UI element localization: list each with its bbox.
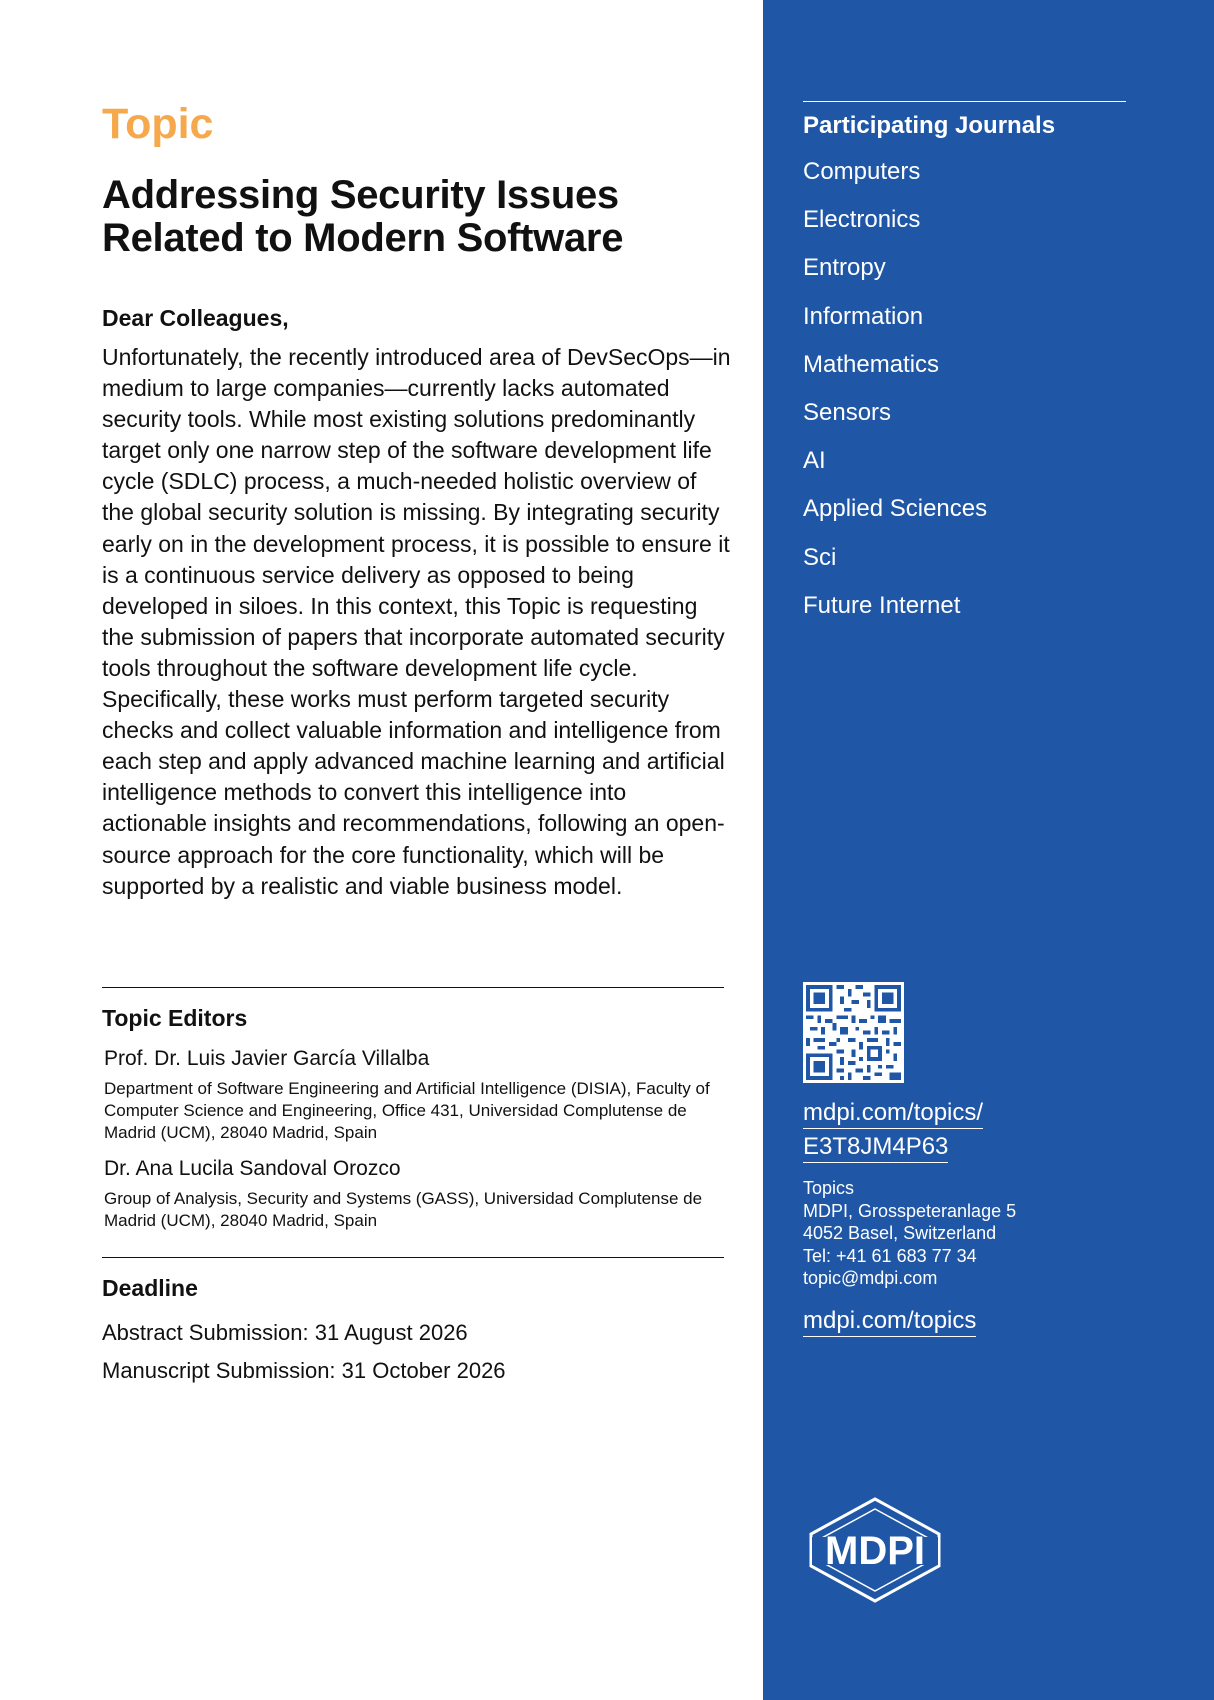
journal-item-future-internet[interactable]: Future Internet: [803, 591, 961, 619]
journal-item-information[interactable]: Information: [803, 302, 924, 330]
divider-editors: [102, 987, 724, 988]
editor-name: Dr. Ana Lucila Sandoval Orozco: [104, 1157, 401, 1180]
letter-body: Unfortunately, the recently introduced area of DevSecOps—in medium to large companies—currently lacks automated security tools. While most existing solutions predominantly target only one narrow step of the software development life cycle (SDLC) process, a much-needed holistic overview of the global security solution is missing. By integrating security early on in the development process, it is possible to ensure it is a continuous service delivery as opposed to being developed in siloes. In this context, this Topic is requesting the submission of papers that incorporate automated security tools throughout the software development life cycle. Specifically, these works must perform targeted security checks and collect valuable information and intelligence from each step and apply advanced machine learning and artificial intelligence methods to convert this intelligence into actionable insights and recommendations, following an open-source approach for the core functionality, which will be supported by a realistic and viable business model.: [102, 344, 731, 899]
editor-affiliation: Group of Analysis, Security and Systems (GASS), Universidad Complutense de Madrid (UCM), 28040 Madrid, Spain: [104, 1189, 703, 1230]
editor-name: Prof. Dr. Luis Javier García Villalba: [104, 1047, 430, 1070]
editors-heading: Topic Editors: [102, 1005, 248, 1031]
manuscript-deadline: Manuscript Submission: 31 October 2026: [102, 1358, 506, 1383]
journal-item-sensors[interactable]: Sensors: [803, 398, 892, 426]
topic-url-line-2[interactable]: E3T8JM4P63: [803, 1131, 948, 1163]
journals-heading: Participating Journals: [803, 112, 1056, 139]
journal-item-computers[interactable]: Computers: [803, 158, 921, 185]
qr-code-icon: [803, 982, 904, 1083]
contact-address: [803, 1177, 1016, 1290]
topic-page-link[interactable]: [803, 1097, 983, 1165]
mdpi-logo-icon: [800, 1495, 950, 1605]
deadline-heading: Deadline: [102, 1275, 198, 1301]
topics-link[interactable]: mdpi.com/topics: [803, 1306, 976, 1337]
letter-greeting: Dear Colleagues,: [102, 305, 289, 331]
address-line: Topics: [803, 1178, 855, 1198]
topic-url-line-1[interactable]: mdpi.com/topics/: [803, 1097, 983, 1129]
address-line: 4052 Basel, Switzerland: [803, 1223, 997, 1243]
journal-item-entropy[interactable]: Entropy: [803, 254, 886, 282]
sidebar: [763, 0, 1214, 1700]
journal-item-ai[interactable]: AI: [803, 447, 826, 475]
logo-text: MDPI: [825, 1529, 925, 1573]
address-line: MDPI, Grosspeteranlage 5: [803, 1200, 1017, 1221]
journal-list: [803, 158, 987, 640]
email-line[interactable]: topic@mdpi.com: [803, 1268, 938, 1288]
journal-item-electronics[interactable]: Electronics: [803, 206, 921, 234]
page-title: [102, 174, 742, 260]
sidebar-divider: [803, 101, 1126, 102]
phone-line: Tel: +41 61 683 77 34: [803, 1245, 977, 1266]
title-line-2: Related to Modern Software: [102, 216, 624, 260]
abstract-deadline: Abstract Submission: 31 August 2026: [102, 1320, 468, 1345]
journal-item-sci[interactable]: Sci: [803, 543, 837, 571]
title-line-1: Addressing Security Issues: [102, 173, 619, 217]
editor-affiliation: Department of Software Engineering and Artificial Intelligence (DISIA), Faculty of Computer Science and Engineering, Office 431, Universidad Complutense de Madrid (UCM), 28040 Madrid, Spain: [104, 1079, 710, 1142]
divider-deadline: [102, 1257, 724, 1258]
journal-item-mathematics[interactable]: Mathematics: [803, 350, 940, 378]
topic-label: Topic: [102, 100, 214, 148]
journal-item-applied-sciences[interactable]: Applied Sciences: [803, 495, 988, 523]
